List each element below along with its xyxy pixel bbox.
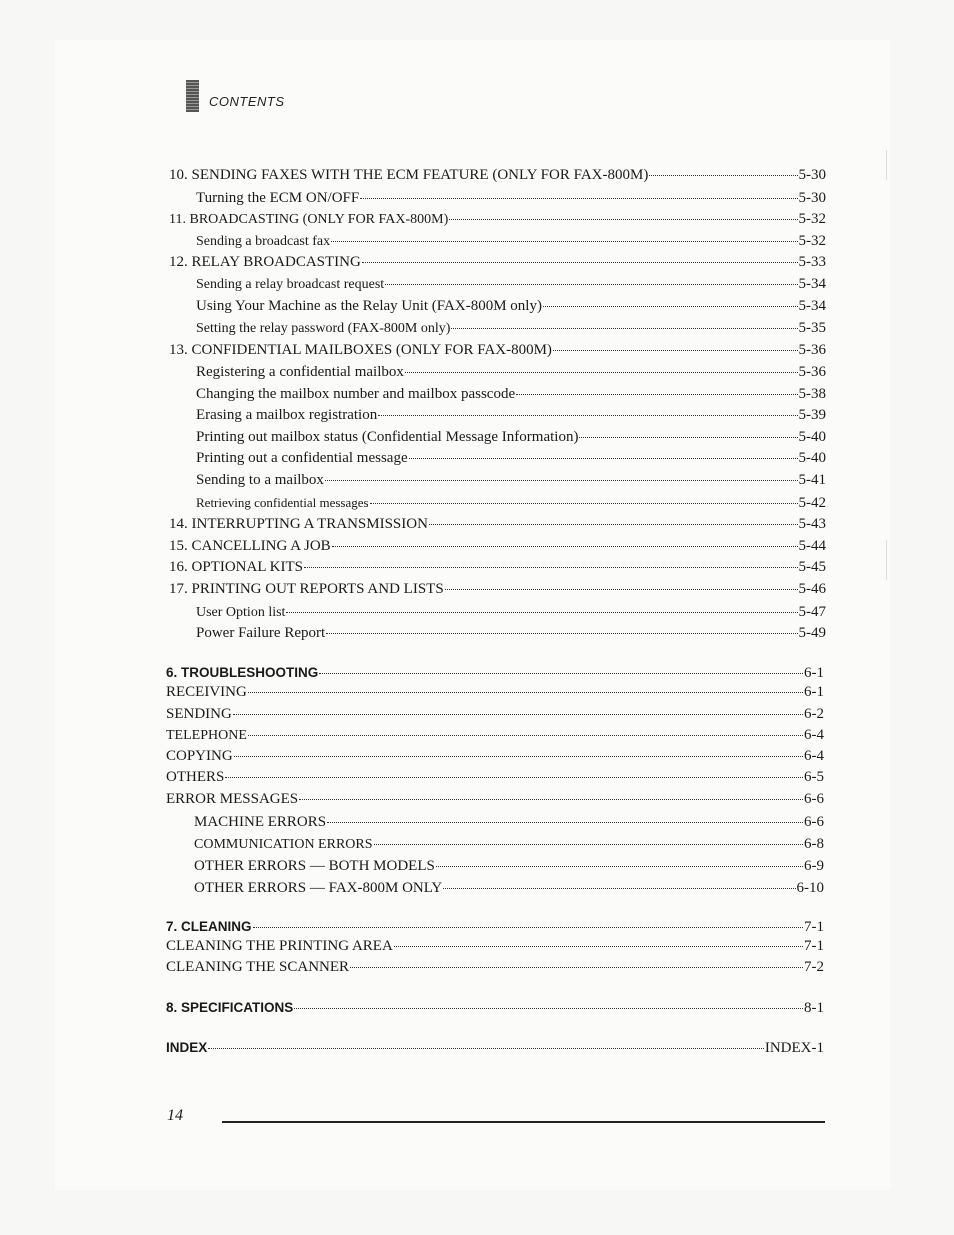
toc-entry-page: 5-35 (798, 320, 826, 336)
leader-dots (579, 437, 797, 438)
leader-dots (360, 198, 797, 199)
toc-entry-title: 10. SENDING FAXES WITH THE ECM FEATURE (ONLY FOR FAX-800M) (169, 167, 649, 183)
toc-entry-ecm[interactable] (169, 166, 826, 184)
leader-dots (374, 844, 803, 845)
leader-dots (370, 503, 798, 504)
toc-entry-page: 5-40 (798, 450, 826, 466)
toc-entry[interactable] (196, 406, 826, 424)
leader-dots (325, 480, 798, 481)
toc-entry-page: 5-49 (798, 625, 826, 641)
leader-dots (405, 372, 798, 373)
scan-edge-mark (886, 150, 887, 180)
toc-entry-title: Printing out a confidential message (196, 450, 408, 466)
toc-entry[interactable] (196, 189, 826, 207)
toc-entry-page: 5-34 (798, 298, 826, 314)
toc-entry[interactable] (166, 790, 824, 808)
toc-entry-page: 5-41 (798, 472, 826, 488)
toc-entry-title: MACHINE ERRORS (194, 814, 327, 830)
leader-dots (350, 967, 803, 968)
leader-dots (304, 567, 797, 568)
leader-dots (451, 328, 797, 329)
toc-entry-page: 6-8 (804, 836, 824, 852)
toc-entry-page: 5-44 (798, 538, 826, 554)
toc-entry-interrupting[interactable] (169, 515, 826, 533)
toc-entry-page: 5-30 (798, 167, 826, 183)
toc-entry[interactable] (166, 958, 824, 976)
toc-entry-title: COPYING (166, 748, 233, 764)
toc-entry-page: 5-40 (798, 429, 826, 445)
leader-dots (253, 927, 803, 928)
leader-dots (649, 175, 797, 176)
toc-entry-title: Power Failure Report (196, 625, 326, 641)
toc-entry[interactable] (166, 768, 824, 786)
toc-entry-page: 5-43 (798, 516, 826, 532)
toc-entry-title: 11. BROADCASTING (ONLY FOR FAX-800M) (169, 212, 449, 227)
leader-dots (208, 1048, 764, 1049)
leader-dots (326, 633, 797, 634)
toc-entry[interactable] (196, 428, 826, 446)
toc-entry-broadcasting[interactable] (169, 210, 826, 229)
toc-entry[interactable] (196, 624, 826, 642)
toc-entry-page: 5-32 (798, 211, 826, 227)
toc-entry-page: 5-36 (798, 342, 826, 358)
toc-entry[interactable] (196, 471, 826, 489)
toc-entry-title: 12. RELAY BROADCASTING (169, 254, 361, 270)
toc-entry[interactable] (196, 603, 826, 622)
toc-entry-page: 6-9 (804, 858, 824, 874)
toc-entry[interactable] (196, 363, 826, 381)
leader-dots (332, 546, 798, 547)
toc-entry-title: 15. CANCELLING A JOB (169, 538, 331, 554)
toc-entry-page: 5-32 (798, 233, 826, 249)
toc-entry-page: 5-34 (798, 276, 826, 292)
toc-entry-title: Sending a broadcast fax (196, 234, 331, 249)
toc-entry[interactable] (196, 275, 826, 294)
toc-section-index[interactable] (166, 1039, 824, 1057)
leader-dots (409, 458, 798, 459)
toc-entry-page: 5-30 (798, 190, 826, 206)
leader-dots (299, 799, 803, 800)
toc-entry-page: 6-1 (804, 684, 824, 700)
toc-entry-title: OTHER ERRORS — BOTH MODELS (194, 858, 435, 874)
toc-entry[interactable] (166, 747, 824, 765)
toc-entry-page: 5-36 (798, 364, 826, 380)
leader-dots (429, 524, 798, 525)
leader-dots (362, 262, 798, 263)
toc-entry-page: 6-1 (804, 665, 824, 681)
toc-entry-mailboxes[interactable] (169, 341, 826, 359)
leader-dots (286, 612, 797, 613)
toc-entry-page: 5-33 (798, 254, 826, 270)
toc-entry-title: SENDING (166, 706, 232, 722)
toc-entry-title: CLEANING THE SCANNER (166, 959, 350, 975)
toc-section-title: INDEX (166, 1040, 208, 1055)
leader-dots (516, 394, 797, 395)
toc-entry[interactable] (194, 835, 824, 854)
toc-entry[interactable] (196, 494, 826, 512)
leader-dots (331, 241, 797, 242)
header-title: CONTENTS (209, 94, 285, 109)
toc-entry-title: 13. CONFIDENTIAL MAILBOXES (ONLY FOR FAX-800M) (169, 342, 552, 358)
toc-section-cleaning[interactable] (166, 918, 824, 936)
leader-dots (394, 946, 803, 947)
toc-entry-title: Changing the mailbox number and mailbox passcode (196, 386, 516, 402)
toc-entry-page: 6-10 (796, 880, 824, 896)
leader-dots (234, 756, 803, 757)
toc-entry[interactable] (166, 705, 824, 723)
header-marker-bar (186, 80, 199, 112)
toc-entry-page: 6-2 (804, 706, 824, 722)
leader-dots (233, 714, 803, 715)
footer-rule (222, 1121, 825, 1123)
toc-entry-title: User Option list (196, 605, 286, 620)
leader-dots (378, 415, 797, 416)
toc-entry-title: 14. INTERRUPTING A TRANSMISSION (169, 516, 428, 532)
toc-entry-title: Setting the relay password (FAX-800M only) (196, 321, 451, 336)
toc-entry[interactable] (166, 937, 824, 955)
toc-entry-page: 5-45 (798, 559, 826, 575)
leader-dots (294, 1008, 803, 1009)
toc-entry-title: Using Your Machine as the Relay Unit (FAX-800M only) (196, 298, 542, 314)
toc-entry-page: 5-47 (798, 604, 826, 620)
leader-dots (445, 589, 798, 590)
leader-dots (327, 822, 803, 823)
toc-section-title: 6. TROUBLESHOOTING (166, 665, 319, 680)
toc-entry-page: 8-1 (804, 1000, 824, 1016)
toc-entry-title: Sending to a mailbox (196, 472, 324, 488)
leader-dots (553, 350, 798, 351)
toc-entry-cancelling[interactable] (169, 537, 826, 555)
toc-section-title: 8. SPECIFICATIONS (166, 1000, 294, 1015)
toc-section-title: 7. CLEANING (166, 919, 252, 934)
toc-entry-page: 5-38 (798, 386, 826, 402)
leader-dots (319, 673, 803, 674)
toc-entry-title: Sending a relay broadcast request (196, 277, 385, 292)
toc-entry-title: TELEPHONE (166, 728, 247, 743)
toc-entry-title: RECEIVING (166, 684, 247, 700)
toc-entry-title: 16. OPTIONAL KITS (169, 559, 304, 575)
scan-edge-mark (886, 540, 887, 580)
toc-entry-title: OTHER ERRORS — FAX-800M ONLY (194, 880, 443, 896)
toc-entry-page: 5-42 (798, 495, 826, 511)
toc-entry-page: 6-6 (804, 814, 824, 830)
toc-entry-optional-kits[interactable] (169, 558, 826, 576)
toc-entry-title: 17. PRINTING OUT REPORTS AND LISTS (169, 581, 444, 597)
toc-entry-page: 6-6 (804, 791, 824, 807)
toc-entry-title: Retrieving confidential messages (196, 495, 369, 510)
toc-entry-title: Erasing a mailbox registration (196, 407, 378, 423)
toc-entry[interactable] (194, 879, 824, 897)
toc-entry[interactable] (194, 813, 824, 831)
leader-dots (248, 735, 803, 736)
toc-entry-page: 5-46 (798, 581, 826, 597)
toc-entry-page: 6-4 (804, 748, 824, 764)
toc-entry[interactable] (166, 726, 824, 745)
toc-entry-title: Registering a confidential mailbox (196, 364, 404, 380)
toc-entry-title: COMMUNICATION ERRORS (194, 837, 373, 852)
toc-entry-title: CLEANING THE PRINTING AREA (166, 938, 393, 954)
leader-dots (385, 284, 797, 285)
toc-entry-page: 6-4 (804, 727, 824, 743)
toc-entry-title: OTHERS (166, 769, 225, 785)
toc-section-specifications[interactable] (166, 999, 824, 1017)
toc-entry-page: 7-2 (804, 959, 824, 975)
toc-entry-page: 5-39 (798, 407, 826, 423)
toc-entry-title: Printing out mailbox status (Confidential Message Information) (196, 429, 579, 445)
toc-section-troubleshooting[interactable] (166, 664, 824, 682)
toc-entry[interactable] (196, 297, 826, 315)
toc-entry-page: 7-1 (804, 938, 824, 954)
leader-dots (248, 692, 803, 693)
leader-dots (443, 888, 795, 889)
toc-entry-title: Turning the ECM ON/OFF (196, 190, 360, 206)
toc-entry-relay[interactable] (169, 253, 826, 271)
toc-entry-title: ERROR MESSAGES (166, 791, 299, 807)
leader-dots (543, 306, 798, 307)
page-number: 14 (167, 1107, 183, 1124)
toc-entry[interactable] (194, 857, 824, 875)
toc-entry[interactable] (166, 683, 824, 701)
leader-dots (436, 866, 803, 867)
leader-dots (225, 777, 803, 778)
toc-entry-reports[interactable] (169, 580, 826, 598)
toc-entry[interactable] (196, 385, 826, 403)
toc-entry-page: 6-5 (804, 769, 824, 785)
toc-entry-page: INDEX-1 (764, 1040, 824, 1056)
toc-entry[interactable] (196, 319, 826, 338)
toc-entry[interactable] (196, 232, 826, 251)
toc-entry-page: 7-1 (804, 919, 824, 935)
leader-dots (449, 219, 797, 220)
toc-entry[interactable] (196, 449, 826, 467)
